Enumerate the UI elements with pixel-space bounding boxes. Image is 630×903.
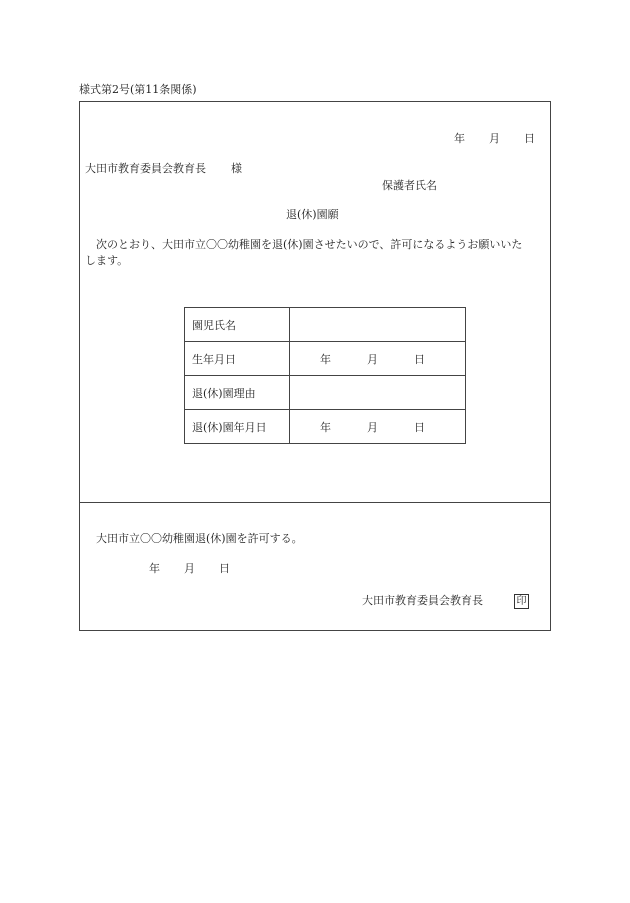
approval-text: 大田市立〇〇幼稚園退(休)園を許可する。 <box>96 532 303 545</box>
date-month: 月 <box>367 420 378 434</box>
date-day: 日 <box>414 352 425 366</box>
date-month: 月 <box>489 132 500 145</box>
addressee <box>85 160 242 176</box>
date-year: 年 <box>454 132 465 145</box>
table-row <box>185 376 466 410</box>
child-name-field[interactable] <box>290 308 466 342</box>
honorific: 様 <box>231 162 242 175</box>
table-row <box>185 308 466 342</box>
date-day: 日 <box>219 562 230 575</box>
withdrawal-date-field[interactable] <box>290 410 466 444</box>
authority-name: 大田市教育委員会教育長 <box>362 594 483 607</box>
date-year: 年 <box>320 352 331 366</box>
application-date <box>454 130 535 146</box>
row-label: 退(休)園理由 <box>185 376 290 410</box>
approval-authority <box>362 592 529 609</box>
addressee-name: 大田市教育委員会教育長 <box>85 162 206 175</box>
form-number: 様式第2号(第11条関係) <box>79 83 197 96</box>
row-label: 退(休)園年月日 <box>185 410 290 444</box>
form-frame <box>79 101 551 631</box>
body-line-2: します。 <box>85 254 129 267</box>
table-row <box>185 342 466 376</box>
date-day: 日 <box>414 420 425 434</box>
table-row <box>185 410 466 444</box>
form-title: 退(休)園願 <box>286 208 339 221</box>
child-info-table <box>184 307 466 444</box>
approval-date <box>149 560 230 576</box>
seal-stamp: 印 <box>514 594 529 609</box>
date-year: 年 <box>320 420 331 434</box>
section-divider <box>80 502 550 503</box>
date-year: 年 <box>149 562 160 575</box>
row-label: 生年月日 <box>185 342 290 376</box>
body-line-1: 次のとおり、大田市立〇〇幼稚園を退(休)園させたいので、許可になるようお願いいた <box>96 238 523 251</box>
date-month: 月 <box>184 562 195 575</box>
guardian-name-label: 保護者氏名 <box>382 179 437 192</box>
date-month: 月 <box>367 352 378 366</box>
withdrawal-reason-field[interactable] <box>290 376 466 410</box>
date-day: 日 <box>524 132 535 145</box>
birth-date-field[interactable] <box>290 342 466 376</box>
row-label: 園児氏名 <box>185 308 290 342</box>
